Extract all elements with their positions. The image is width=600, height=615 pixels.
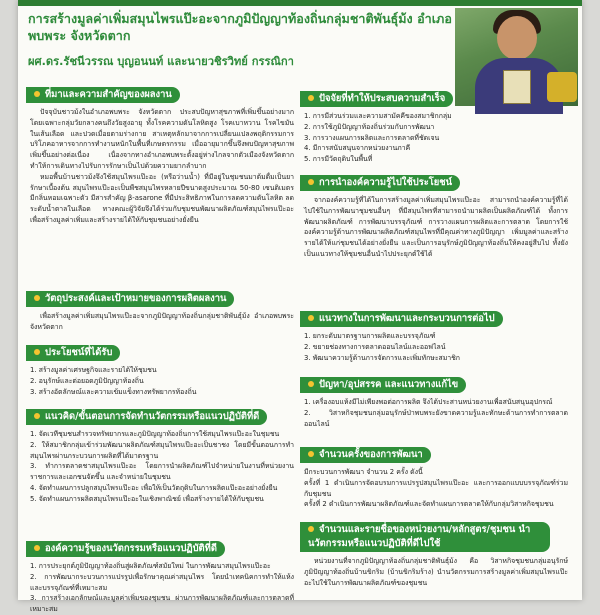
paragraph: จากองค์ความรู้ที่ได้ในการสร้างมูลค่าเพิ่มสมุนไพรแป๊ะอะ สามารถนำองค์ความรู้ที่ได้ไปใช้ในการพัฒนาชุมชนอื่นๆ ที่มีสมุนไพรที่สามารถนำมาผลิตเป็นผลิตภัณฑ์ได้ ทั้งการพัฒนาผลิตภัณฑ์ การพัฒนาบรรจุภัณฑ์ การวางแผนการผลิตและการตลาด โดยการใช้องค์ความรู้ด้านการพัฒนาผลิตภัณฑ์สมุนไพรที่มีคุณค่าทางภูมิปัญญา เพิ่มมูลค่าและสร้างรายได้ให้แก่ชุมชนได้อย่างยั่งยืน และเป็นการอนุรักษ์ภูมิปัญญาท้องถิ่นให้คงอยู่สืบไป ทั้งยังเป็นแนวทางให้ชุมชนอื่นนำไปประยุกต์ใช้ได้	[304, 196, 568, 258]
section-body	[30, 107, 294, 226]
section-heading: ที่มาและความสำคัญของผลงาน	[26, 87, 180, 103]
paragraph: หน่วยงานที่จากภูมิปัญญาท้องถิ่นกลุ่มชาติพันธุ์ม้ง คือ วิสาหกิจชุมชนกลุ่มอนุรักษ์ภูมิปัญญาท้องถิ่นบ้านขิกริม (บ้านขิกริมร้าง) นำนวัตกรรมการสร้างมูลค่าเพิ่มสมุนไพรแป๊ะอะไปใช้ในการพัฒนาผลิตภัณฑ์ของชุมชน	[304, 557, 568, 587]
section-methods	[30, 404, 294, 505]
bullet-dot-icon	[308, 381, 314, 387]
section-practices	[304, 306, 568, 363]
section-heading: แนวทางในการพัฒนาและกระบวนการต่อไป	[300, 311, 503, 327]
list-item: 2. การใช้ภูมิปัญญาท้องถิ่นร่วมกับการพัฒนา	[304, 122, 435, 131]
section-heading: จำนวนและรายชื่อของหน่วยงาน/หลักสูตร/ชุมชน นำนวัตกรรมหรือแนวปฏิบัติที่ดีไปใช้	[300, 522, 550, 552]
section-problems	[304, 372, 568, 429]
section-body	[304, 397, 568, 429]
list-item: 4. จัดทำแผนการปลูกสมุนไพรแป๊ะอะ เพื่อให้เป็นวัตถุดิบในการผลิตแป๊ะอะอย่างยั่งยืน	[30, 483, 278, 492]
top-accent-bar	[18, 0, 582, 6]
section-agencies	[304, 522, 568, 588]
section-heading: การนำองค์ความรู้ไปใช้ประโยชน์	[300, 175, 460, 191]
list-item: 3. การวางแผนการผลิตและการตลาดที่ชัดเจน	[304, 133, 440, 142]
section-heading: ประโยชน์ที่ได้รับ	[26, 345, 120, 361]
poster-header	[28, 10, 458, 70]
list-item: 1. การประยุกต์ภูมิปัญญาท้องถิ่นสู่ผลิตภัณฑ์สมัยใหม่ ในการพัฒนาสมุนไพรแป๊ะอะ	[30, 562, 271, 570]
list-item: 2. วิสาหกิจชุมชนกลุ่มอนุรักษ์ป่าพบพระยังขาดความรู้และทักษะด้านการทำการตลาดออนไลน์	[304, 408, 568, 428]
section-body	[30, 311, 294, 333]
list-item: 3. พัฒนาความรู้ด้านการจัดการและเพิ่มทักษะสมาชิก	[304, 353, 460, 362]
paragraph: หมอพื้นบ้านชาวม้งจึงใช้สมุนไพรแป๊ะอะ (หรือว่านน้ำ) ที่มีอยู่ในชุมชนมาต้มดื่มเป็นยารักษาเบื้องต้น สมุนไพรแป๊ะอะเป็นพืชสมุนไพรหลายปีขนาดสูงประมาณ 50-80 เซนติเมตร มีกลิ่นหอมเฉพาะตัว มีสารสำคัญ β-asarone ที่มีประสิทธิภาพในการลดความดันโลหิต ลดระดับน้ำตาลในเลือด ทางคณะผู้วิจัยจึงได้ร่วมกับชุมชนพัฒนาผลิตภัณฑ์สมุนไพรแป๊ะอะ เพื่อสร้างมูลค่าเพิ่มและสร้างรายได้ให้กับชุมชนอย่างยั่งยืน	[30, 172, 294, 224]
section-heading: องค์ความรู้ของนวัตกรรมหรือแนวปฏิบัติที่ดี	[26, 541, 225, 557]
section-success-factors	[304, 86, 568, 165]
photo-face	[497, 16, 537, 60]
section-knowledge	[30, 536, 294, 615]
list-item: 2. การพัฒนากระบวนการแปรรูปเพื่อรักษาคุณค่าสมุนไพร โดยนำเทคนิคการทำให้แห้งและบรรจุภัณฑ์ที่เหมาะสม	[30, 572, 294, 592]
paragraph: ปัจจุบันชาวม้งในอำเภอพบพระ จังหวัดตาก ประสบปัญหาสุขภาพที่เพิ่มขึ้นอย่างมาก โดยเฉพาะกลุ่มวัยกลางคนถึงวัยสูงอายุ ทั้งโรคความดันโลหิตสูง โรคเบาหวาน โรคไขมันในเส้นเลือด และปวดเมื่อยตามร่างกาย สาเหตุหลักมาจากการเปลี่ยนแปลงพฤติกรรมการบริโภคอาหารจากการทำงานหนักในพื้นที่เกษตรกรรม เมื่ออายุมากขึ้นจึงพบปัญหาสุขภาพเพิ่มขึ้นอย่างต่อเนื่อง เนื่องจากทางอำเภอพบพระตั้งอยู่ห่างไกลจากตัวเมืองจังหวัดตาก ทำให้การเดินทางไปรับการรักษาเป็นไปด้วยความยากลำบาก	[30, 108, 294, 170]
section-heading: ปัจจัยที่ทำให้ประสบความสำเร็จ	[300, 91, 453, 107]
bullet-dot-icon	[34, 91, 40, 97]
list-item: 1. เครื่องอบแห้งมีไม่เพียงพอต่อการผลิต จึงได้ประสานหน่วยงานเพื่อสนับสนุนอุปกรณ์	[304, 398, 553, 406]
list-item: 3. ทำการตลาดชาสมุนไพรแป๊ะอะ โดยการนำผลิตภัณฑ์ไปจำหน่ายในงานที่หน่วยงานราชการและเอกชนจัดขึ้น และจำหน่ายในชุมชน	[30, 462, 294, 482]
list-item: มีกระบวนการพัฒนา จำนวน 2 ครั้ง ดังนี้	[304, 468, 423, 476]
section-body	[304, 111, 568, 165]
section-heading: แนวคิด/ขั้นตอนการจัดทำนวัตกรรมหรือแนวปฏิบัติที่ดี	[26, 409, 267, 425]
list-item: 2. ขยายช่องทางการตลาดออนไลน์และออฟไลน์	[304, 342, 446, 351]
bullet-dot-icon	[308, 95, 314, 101]
list-item: 3. การสร้างเอกลักษณ์และมูลค่าเพิ่มของชุมชน ผ่านการพัฒนาผลิตภัณฑ์และการตลาดที่เหมาะสม	[30, 594, 294, 614]
bullet-dot-icon	[308, 179, 314, 185]
bullet-dot-icon	[34, 545, 40, 551]
list-item: 1. จัดเวทีชุมชนสำรวจทรัพยากรและภูมิปัญญาท้องถิ่นการใช้สมุนไพรแป๊ะอะในชุมชน	[30, 430, 280, 438]
bullet-dot-icon	[308, 315, 314, 321]
bullet-dot-icon	[34, 295, 40, 301]
list-item: 3. สร้างอัตลักษณ์และความเข้มแข็งทางทรัพยากรท้องถิ่น	[30, 387, 197, 396]
list-item: ครั้งที่ 2 ดำเนินการพัฒนาผลิตภัณฑ์และจัดทำแผนการตลาดให้กับกลุ่มวิสาหกิจชุมชน	[304, 500, 554, 509]
poster	[18, 0, 582, 614]
bullet-dot-icon	[34, 413, 40, 419]
section-body	[304, 556, 568, 588]
section-application	[304, 170, 568, 260]
bullet-dot-icon	[308, 526, 314, 532]
list-item: 2. อนุรักษ์และต่อยอดภูมิปัญญาท้องถิ่น	[30, 376, 144, 385]
section-body	[30, 561, 294, 615]
section-heading: ปัญหา/อุปสรรค และแนวทางแก้ไข	[300, 377, 466, 393]
bullet-dot-icon	[34, 349, 40, 355]
section-heading: วัตถุประสงค์และเป้าหมายของการผลิตผลงาน	[26, 291, 234, 307]
section-body	[304, 331, 568, 363]
list-item: 1. สร้างมูลค่าเศรษฐกิจและรายได้ให้ชุมชน	[30, 366, 157, 374]
list-item: 1. การมีส่วนร่วมและความสามัคคีของสมาชิกกลุ่ม	[304, 112, 452, 120]
bullet-dot-icon	[308, 451, 314, 457]
list-item: 4. มีการสนับสนุนจากหน่วยงานภาคี	[304, 144, 411, 153]
list-item: 2. ให้สมาชิกกลุ่มเข้าร่วมพัฒนาผลิตภัณฑ์สมุนไพรแป๊ะอะเป็นชาชง โดยมีขั้นตอนการทำสมุนไพรผ่านกระบวนการผลิตที่ได้มาตรฐาน	[30, 440, 294, 460]
section-objective	[30, 286, 294, 333]
section-background	[30, 82, 294, 226]
poster-authors: ผศ.ดร.รัชนีวรรณ บุญอนนท์ และนายวชิรวิทย์ กรรณิกา	[28, 55, 294, 68]
list-item: ครั้งที่ 1 ดำเนินการจัดอบรมการแปรรูปสมุนไพรแป๊ะอะ และการออกแบบบรรจุภัณฑ์ร่วมกับชุมชน	[304, 478, 568, 498]
list-item: 5. จัดทำแผนการผลิตสมุนไพรแป๊ะอะในเชิงพาณิชย์ เพื่อสร้างรายได้ให้กับชุมชน	[30, 494, 264, 503]
section-body	[30, 429, 294, 505]
section-heading: จำนวนครั้งของการพัฒนา	[300, 447, 431, 463]
list-item: 5. การมีวัตถุดิบในพื้นที่	[304, 155, 373, 164]
list-item: 1. ยกระดับมาตรฐานการผลิตและบรรจุภัณฑ์	[304, 332, 436, 340]
section-benefits	[30, 340, 294, 397]
section-body	[304, 467, 568, 510]
section-body	[304, 195, 568, 260]
paragraph: เพื่อสร้างมูลค่าเพิ่มสมุนไพรแป๊ะอะจากภูมิปัญญาท้องถิ่นกลุ่มชาติพันธุ์ม้ง อำเภอพบพระ จังหวัดตาก	[30, 312, 294, 331]
poster-title: การสร้างมูลค่าเพิ่มสมุนไพรแป๊ะอะจากภูมิปัญญาท้องถิ่นกลุ่มชาติพันธุ์ม้ง อำเภอพบพระ จังหวัดตาก	[28, 11, 452, 43]
section-body	[30, 365, 294, 397]
section-development	[304, 442, 568, 510]
